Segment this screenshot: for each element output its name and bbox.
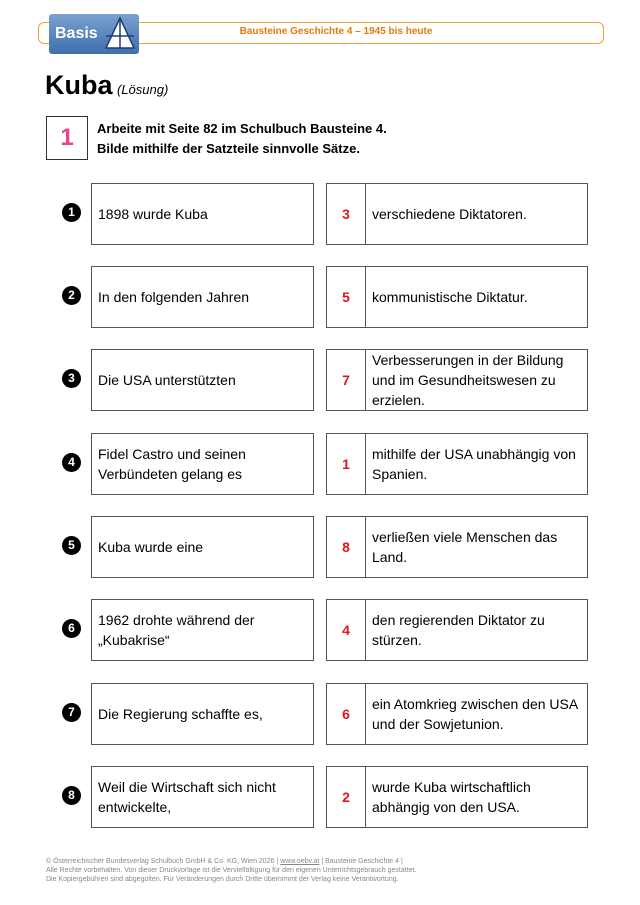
row-number: 7 [62,703,81,722]
logo-text: Basis [55,25,98,42]
sentence-end-box: Verbesserungen in der Bildung und im Gesundheitswesen zu erzielen. [365,349,588,411]
answer-box[interactable]: 8 [326,516,366,578]
instruction-line-1: Arbeite mit Seite 82 im Schulbuch Bausteine 4. [97,121,387,136]
answer-box[interactable]: 3 [326,183,366,245]
page-title: Kuba [45,70,113,100]
sentence-end-box: verschiedene Diktatoren. [365,183,588,245]
sentence-end-box: mithilfe der USA unabhängig von Spanien. [365,433,588,495]
sentence-row [0,516,640,578]
answer-box[interactable]: 5 [326,266,366,328]
sentence-end-box: verließen viele Menschen das Land. [365,516,588,578]
sentence-start-box: Kuba wurde eine [91,516,314,578]
answer-box[interactable]: 7 [326,349,366,411]
sentence-start-box: Weil die Wirtschaft sich nicht entwickelte, [91,766,314,828]
footer-book: | Bausteine Geschichte 4 | [321,858,403,865]
answer-box[interactable]: 6 [326,683,366,745]
row-number: 3 [62,369,81,388]
row-number: 4 [62,453,81,472]
basis-logo [49,14,139,54]
footer [46,857,606,884]
row-number: 1 [62,203,81,222]
sentence-row [0,766,640,828]
row-number: 8 [62,786,81,805]
row-number: 5 [62,536,81,555]
sentence-row [0,266,640,328]
footer-copyright: © Österreichischer Bundesverlag Schulbuch GmbH & Co. KG, Wien 2026 | [46,858,279,865]
footer-line-2: Alle Rechte vorbehalten. Von dieser Druckvorlage ist die Vervielfältigung für den eigenen Unterrichtsgebrauch gestattet. [46,867,417,874]
sentence-row [0,183,640,245]
answer-box[interactable]: 1 [326,433,366,495]
sentence-start-box: Fidel Castro und seinen Verbündeten gelang es [91,433,314,495]
triangle-logo-icon [104,16,136,50]
sentence-start-box: 1962 drohte während der „Kubakrise“ [91,599,314,661]
sentence-start-box: Die USA unterstützten [91,349,314,411]
sentence-start-box: 1898 wurde Kuba [91,183,314,245]
sentence-row [0,433,640,495]
sentence-end-box: ein Atomkrieg zwischen den USA und der Sowjetunion. [365,683,588,745]
sentence-row [0,349,640,411]
row-number: 2 [62,286,81,305]
footer-line-1 [46,857,606,866]
sentence-end-box: wurde Kuba wirtschaftlich abhängig von den USA. [365,766,588,828]
sentence-start-box: Die Regierung schaffte es, [91,683,314,745]
sentence-end-box: kommunistische Diktatur. [365,266,588,328]
footer-line-3: Die Kopiergebühren sind abgegolten. Für Veränderungen durch Dritte übernimmt der Verlag keine Verantwortung. [46,876,399,883]
task-number-box: 1 [46,116,88,160]
header-title: Bausteine Geschichte 4 – 1945 bis heute [239,26,433,37]
sentence-row [0,683,640,745]
answer-box[interactable]: 2 [326,766,366,828]
sentence-row [0,599,640,661]
row-number: 6 [62,619,81,638]
instruction-line-2: Bilde mithilfe der Satzteile sinnvolle Sätze. [97,141,360,156]
publisher-link[interactable]: www.oebv.at [280,858,320,865]
sentence-end-box: den regierenden Diktator zu stürzen. [365,599,588,661]
sentence-start-box: In den folgenden Jahren [91,266,314,328]
answer-box[interactable]: 4 [326,599,366,661]
page-subtitle: (Lösung) [117,82,169,97]
